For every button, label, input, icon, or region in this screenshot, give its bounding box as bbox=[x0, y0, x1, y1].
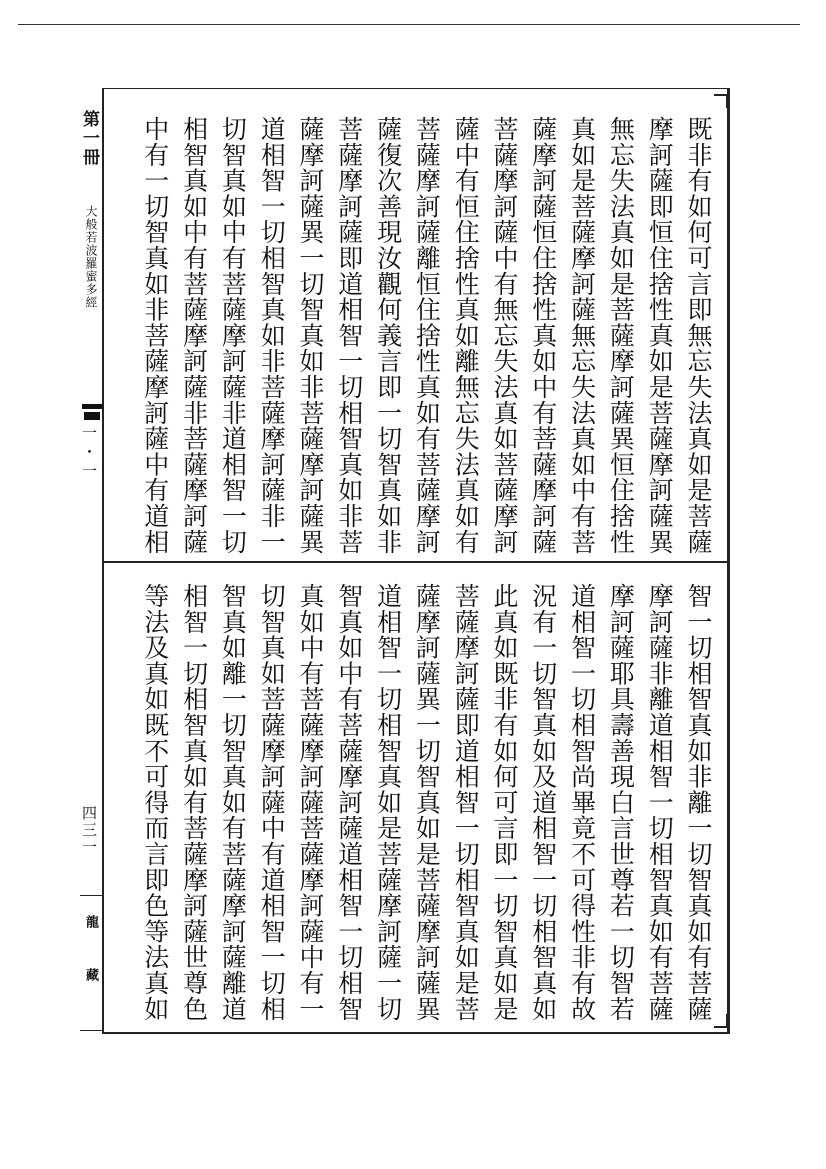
text-column: 薩摩訶薩異一切智真如是菩薩摩訶薩異 bbox=[412, 583, 442, 1022]
text-column: 切智真如中有菩薩摩訶薩非道相智一切 bbox=[218, 116, 248, 555]
text-column: 薩復次善現汝觀何義言即一切智真如非 bbox=[373, 116, 403, 555]
text-column: 摩訶薩即恒住捨性真如是菩薩摩訶薩異 bbox=[645, 116, 675, 555]
juan-number: 一・一 bbox=[80, 425, 98, 482]
volume-label: 第一冊 bbox=[79, 110, 99, 167]
text-column: 道相智一切相智尚畢竟不可得性非有故 bbox=[567, 583, 597, 1022]
text-column: 無忘失法真如是菩薩摩訶薩異恒住捨性 bbox=[606, 116, 636, 555]
text-column: 此真如既非有如何可言即一切智真如是 bbox=[490, 583, 519, 1022]
corner-ornament bbox=[714, 1014, 728, 1028]
fishtail-mark bbox=[82, 404, 102, 422]
sidebar-divider bbox=[80, 1030, 102, 1031]
text-column: 摩訶薩耶具壽善現白言世尊若一切智若 bbox=[606, 583, 636, 1022]
text-column: 智真如中有菩薩摩訶薩道相智一切相智 bbox=[334, 583, 364, 1022]
text-column: 薩摩訶薩異一切智真如非菩薩摩訶薩異 bbox=[296, 116, 325, 555]
top-rule bbox=[18, 24, 800, 25]
text-column: 等法及真如既不可得而言即色等法真如 bbox=[140, 583, 170, 1022]
text-column: 智一切相智真如非離一切智真如有菩薩 bbox=[684, 583, 713, 1022]
text-column: 相智一切相智真如有菩薩摩訶薩世尊色 bbox=[179, 583, 209, 1022]
text-column: 道相智一切相智真如是菩薩摩訶薩一切 bbox=[373, 583, 403, 1022]
text-column: 相智真如中有菩薩摩訶薩非菩薩摩訶薩 bbox=[179, 116, 209, 555]
corner-ornament bbox=[714, 94, 728, 108]
text-column: 中有一切智真如非菩薩摩訶薩中有道相 bbox=[140, 116, 170, 555]
text-column: 真如中有菩薩摩訶薩菩薩摩訶薩中有一 bbox=[296, 583, 325, 1022]
collection-label: 龍藏 bbox=[83, 915, 98, 1021]
page-number: 四三一 bbox=[80, 805, 98, 856]
text-column: 智真如離一切智真如有菩薩摩訶薩離道 bbox=[218, 583, 248, 1022]
text-column: 道相智一切相智真如非菩薩摩訶薩非一 bbox=[257, 116, 287, 555]
text-column: 況有一切智真如及道相智一切相智真如 bbox=[528, 583, 558, 1022]
text-column: 菩薩摩訶薩離恒住捨性真如有菩薩摩訶 bbox=[412, 116, 442, 555]
text-column: 薩摩訶薩恒住捨性真如中有菩薩摩訶薩 bbox=[528, 116, 558, 555]
sidebar-divider bbox=[80, 895, 102, 896]
text-column: 摩訶薩非離道相智一切相智真如有菩薩 bbox=[645, 583, 675, 1022]
text-column: 菩薩摩訶薩中有無忘失法真如菩薩摩訶 bbox=[490, 116, 519, 555]
sutra-title: 大般若波羅蜜多經 bbox=[84, 205, 98, 309]
text-column: 薩中有恒住捨性真如離無忘失法真如有 bbox=[451, 116, 481, 555]
text-column: 菩薩摩訶薩即道相智一切相智真如是菩 bbox=[451, 583, 481, 1022]
half-divider bbox=[102, 561, 730, 563]
text-column: 菩薩摩訶薩即道相智一切相智真如非菩 bbox=[334, 116, 364, 555]
text-column: 既非有如何可言即無忘失法真如是菩薩 bbox=[684, 116, 713, 555]
text-column: 真如是菩薩摩訶薩無忘失法真如中有菩 bbox=[567, 116, 597, 555]
text-column: 切智真如菩薩摩訶薩中有道相智一切相 bbox=[257, 583, 287, 1022]
